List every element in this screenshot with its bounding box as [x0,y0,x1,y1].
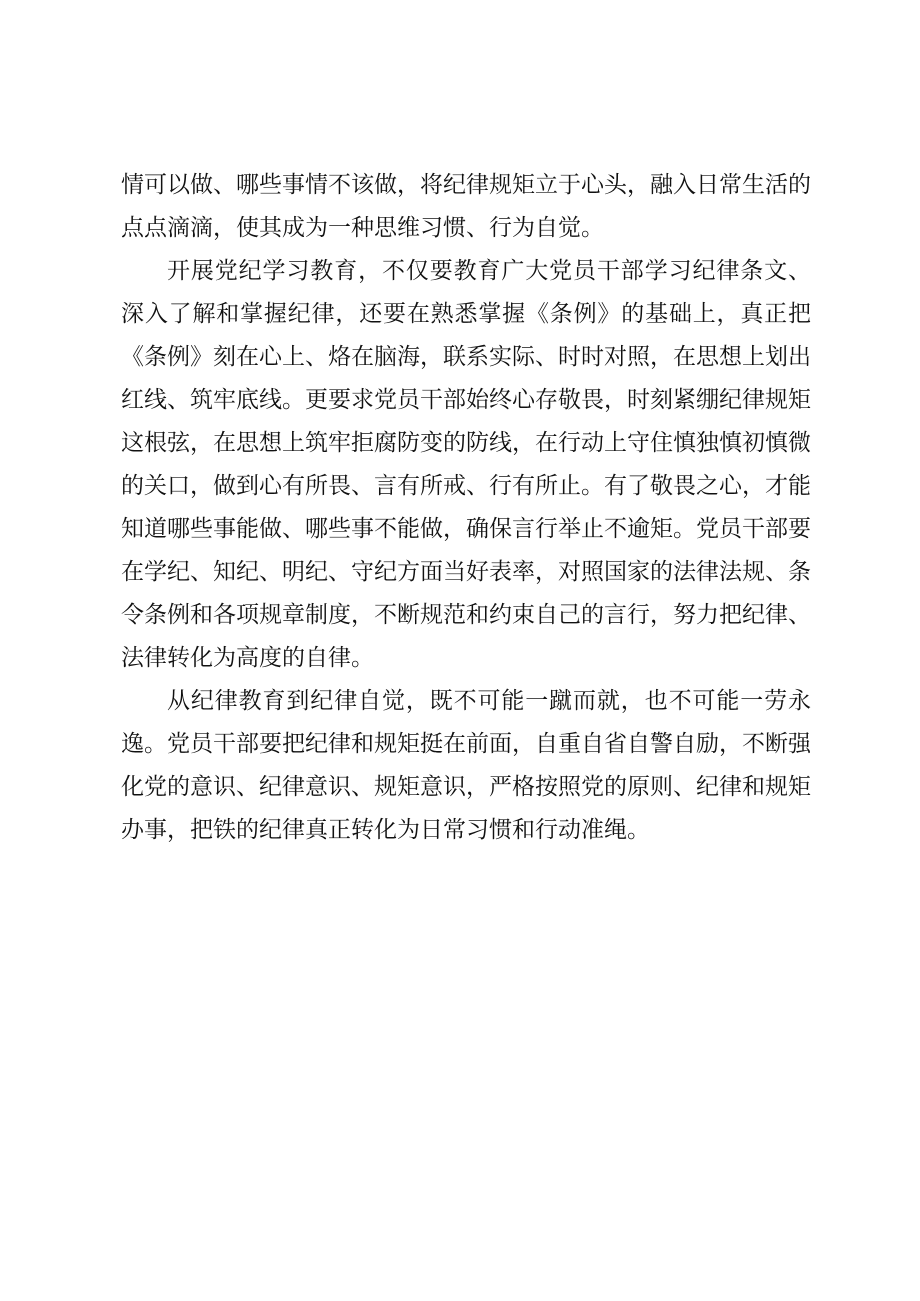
text-line: 深入了解和掌握纪律，还要在熟悉掌握《条例》的基础上，真正把 [121,301,811,327]
text-line: 这根弦，在思想上筑牢拒腐防变的防线，在行动上守住慎独慎初慎微 [121,430,811,456]
text-line: 从纪律教育到纪律自觉，既不可能一蹴而就，也不可能一劳永 [167,688,811,714]
text-line: 逸。党员干部要把纪律和规矩挺在前面，自重自省自警自励，不断强 [121,731,811,757]
text-line: 化党的意识、纪律意识、规矩意识，严格按照党的原则、纪律和规矩 [121,774,811,800]
text-line: 红线、筑牢底线。更要求党员干部始终心存敬畏，时刻紧绷纪律规矩 [121,387,811,413]
text-line: 开展党纪学习教育，不仅要教育广大党员干部学习纪律条文、 [167,258,811,284]
paragraph-1 [121,164,811,250]
text-line: 办事，把铁的纪律真正转化为日常习惯和行动准绳。 [121,817,650,843]
document-body [121,164,811,852]
paragraph-2 [121,250,811,680]
text-line: 在学纪、知纪、明纪、守纪方面当好表率，对照国家的法律法规、条 [121,559,811,585]
text-line: 情可以做、哪些事情不该做，将纪律规矩立于心头，融入日常生活的 [121,172,811,198]
text-line: 法律转化为高度的自律。 [121,645,374,671]
text-line: 令条例和各项规章制度，不断规范和约束自己的言行，努力把纪律、 [121,602,811,628]
text-line: 点点滴滴，使其成为一种思维习惯、行为自觉。 [121,215,604,241]
text-line: 知道哪些事能做、哪些事不能做，确保言行举止不逾矩。党员干部要 [121,516,811,542]
text-line: 的关口，做到心有所畏、言有所戒、行有所止。有了敬畏之心，才能 [121,473,811,499]
text-line: 《条例》刻在心上、烙在脑海，联系实际、时时对照，在思想上划出 [121,344,811,370]
paragraph-3 [121,680,811,852]
